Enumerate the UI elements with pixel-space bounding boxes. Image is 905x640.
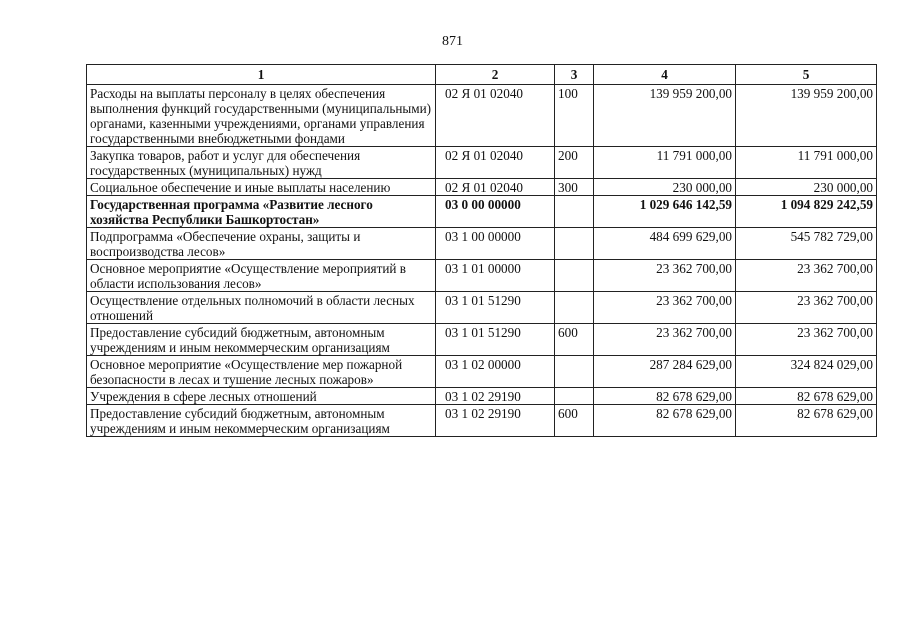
row-amount-col4: 230 000,00	[594, 179, 736, 196]
table-row	[87, 356, 877, 388]
table-row	[87, 324, 877, 356]
row-name: Основное мероприятие «Осуществление мероприятий в области использования лесов»	[87, 260, 436, 292]
row-amount-col5: 11 791 000,00	[736, 147, 877, 179]
row-amount-col5: 139 959 200,00	[736, 85, 877, 147]
row-amount-col4: 11 791 000,00	[594, 147, 736, 179]
row-code: 03 1 01 51290	[436, 324, 555, 356]
row-amount-col5: 23 362 700,00	[736, 292, 877, 324]
row-type	[555, 260, 594, 292]
budget-table	[86, 64, 877, 437]
row-amount-col5: 324 824 029,00	[736, 356, 877, 388]
table-row	[87, 228, 877, 260]
row-code: 03 1 01 00000	[436, 260, 555, 292]
table-row	[87, 260, 877, 292]
row-name: Предоставление субсидий бюджетным, автономным учреждениям и иным некоммерческим организациям	[87, 324, 436, 356]
row-type	[555, 388, 594, 405]
row-code: 03 1 02 29190	[436, 388, 555, 405]
row-name: Государственная программа «Развитие лесного хозяйства Республики Башкортостан»	[87, 196, 436, 228]
row-type: 600	[555, 324, 594, 356]
header-col-4: 4	[594, 65, 736, 85]
header-col-3: 3	[555, 65, 594, 85]
row-type: 600	[555, 405, 594, 437]
row-type	[555, 196, 594, 228]
table-body	[87, 85, 877, 437]
table-row	[87, 292, 877, 324]
header-col-1: 1	[87, 65, 436, 85]
row-type: 300	[555, 179, 594, 196]
row-type	[555, 356, 594, 388]
row-name: Подпрограмма «Обеспечение охраны, защиты и воспроизводства лесов»	[87, 228, 436, 260]
row-code: 03 0 00 00000	[436, 196, 555, 228]
row-code: 02 Я 01 02040	[436, 179, 555, 196]
row-name: Расходы на выплаты персоналу в целях обеспечения выполнения функций государственными (муниципальными) органами, казенными учреждениями, органами управления государственными внебюджетными фондами	[87, 85, 436, 147]
table-row	[87, 179, 877, 196]
row-code: 03 1 02 00000	[436, 356, 555, 388]
row-amount-col4: 287 284 629,00	[594, 356, 736, 388]
row-type: 200	[555, 147, 594, 179]
row-code: 03 1 01 51290	[436, 292, 555, 324]
page-number: 871	[442, 34, 463, 49]
table-row	[87, 196, 877, 228]
row-amount-col5: 82 678 629,00	[736, 388, 877, 405]
row-type	[555, 228, 594, 260]
header-col-2: 2	[436, 65, 555, 85]
table-row	[87, 147, 877, 179]
row-amount-col4: 23 362 700,00	[594, 324, 736, 356]
row-code: 03 1 00 00000	[436, 228, 555, 260]
row-amount-col5: 23 362 700,00	[736, 324, 877, 356]
row-amount-col4: 82 678 629,00	[594, 388, 736, 405]
row-name: Социальное обеспечение и иные выплаты населению	[87, 179, 436, 196]
row-code: 02 Я 01 02040	[436, 147, 555, 179]
row-name: Закупка товаров, работ и услуг для обеспечения государственных (муниципальных) нужд	[87, 147, 436, 179]
row-name: Предоставление субсидий бюджетным, автономным учреждениям и иным некоммерческим организациям	[87, 405, 436, 437]
row-amount-col4: 23 362 700,00	[594, 260, 736, 292]
row-amount-col4: 484 699 629,00	[594, 228, 736, 260]
row-name: Осуществление отдельных полномочий в области лесных отношений	[87, 292, 436, 324]
row-name: Основное мероприятие «Осуществление мер пожарной безопасности в лесах и тушение лесных пожаров»	[87, 356, 436, 388]
row-amount-col5: 1 094 829 242,59	[736, 196, 877, 228]
row-amount-col4: 23 362 700,00	[594, 292, 736, 324]
row-amount-col4: 82 678 629,00	[594, 405, 736, 437]
row-type: 100	[555, 85, 594, 147]
table-row	[87, 85, 877, 147]
row-amount-col4: 1 029 646 142,59	[594, 196, 736, 228]
row-type	[555, 292, 594, 324]
row-code: 03 1 02 29190	[436, 405, 555, 437]
table-row	[87, 388, 877, 405]
row-amount-col5: 23 362 700,00	[736, 260, 877, 292]
row-amount-col5: 545 782 729,00	[736, 228, 877, 260]
row-name: Учреждения в сфере лесных отношений	[87, 388, 436, 405]
row-amount-col4: 139 959 200,00	[594, 85, 736, 147]
row-code: 02 Я 01 02040	[436, 85, 555, 147]
row-amount-col5: 82 678 629,00	[736, 405, 877, 437]
row-amount-col5: 230 000,00	[736, 179, 877, 196]
table-row	[87, 405, 877, 437]
table-header-row	[87, 65, 877, 85]
header-col-5: 5	[736, 65, 877, 85]
